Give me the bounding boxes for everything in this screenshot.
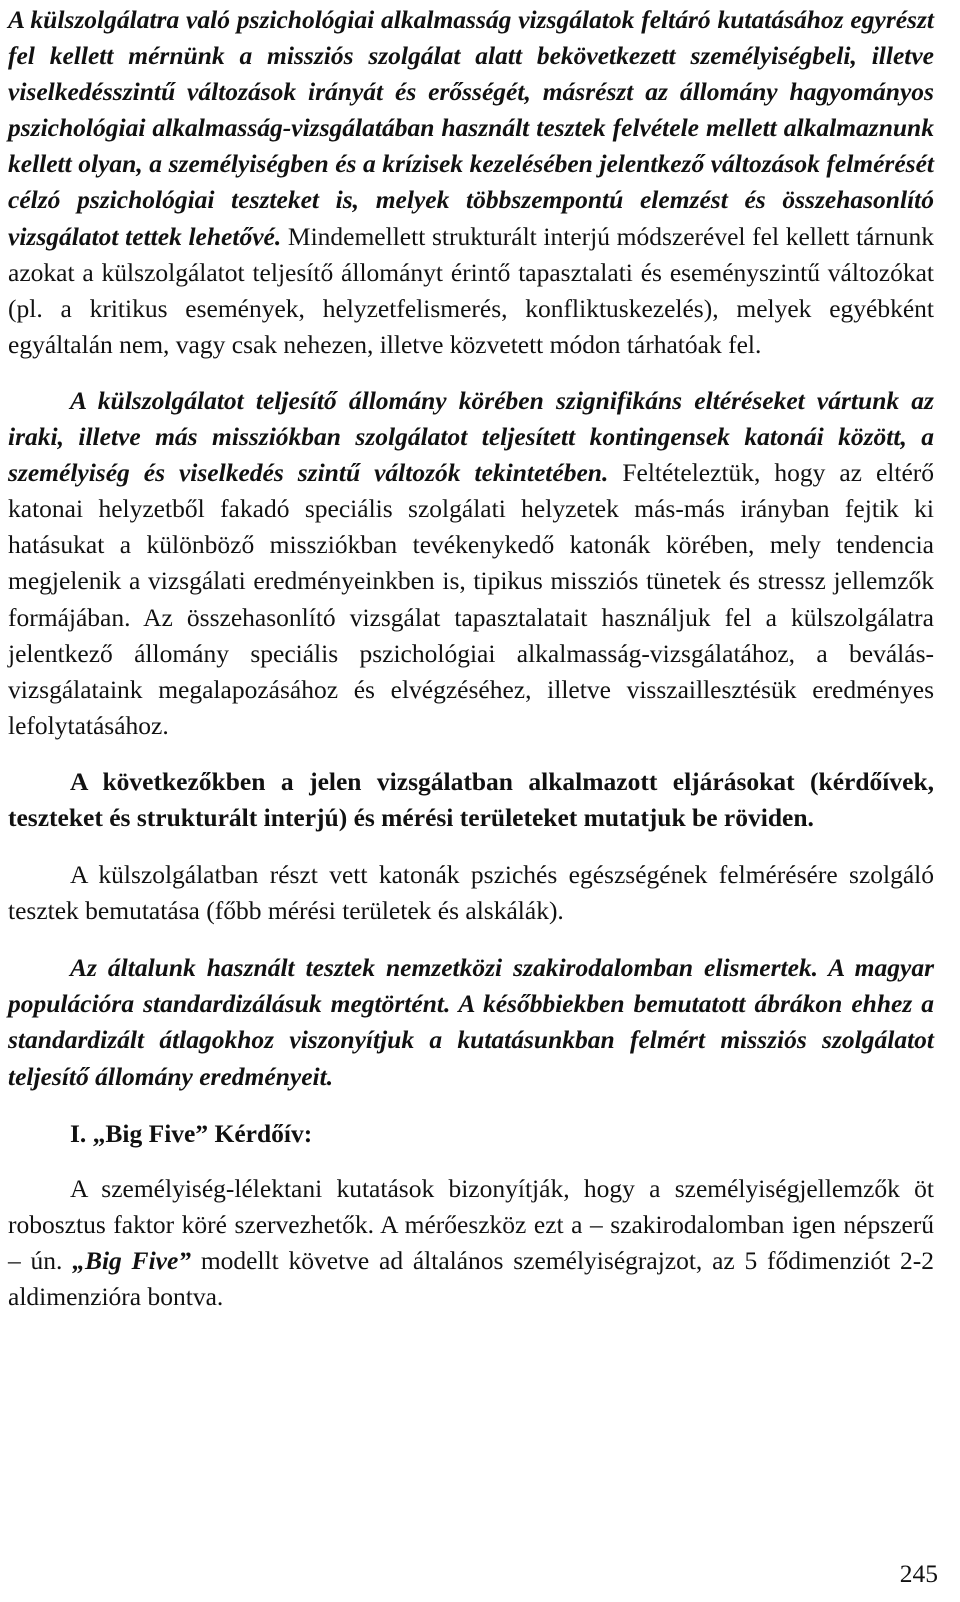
section-heading: I. „Big Five” Kérdőív: xyxy=(70,1118,313,1148)
paragraph-1-text: Mindemellett strukturált interjú módszerével fel kellett tárnunk azokat a külszolgálatot teljesítő állományt érintő tapasztalati és eseményszintű változókat (pl. a kritikus események, helyzetfelismerés, konfliktuskezelés), melyek egyébként egyáltalán nem, vagy csak nehezen, illetve közvetett módon tárhatóak fel. xyxy=(8,221,934,359)
paragraph-5-italic: Az általunk használt tesztek nemzetközi szakirodalomban elismertek. A magyar populációra standardizálásuk megtörtént. A későbbiekben bemutatott ábrákon ehhez a standardizált átlagokhoz viszonyítjuk a kutatásunkban felmért missziós szolgálatot teljesítő állomány eredményeit. xyxy=(8,953,934,1091)
paragraph-2 xyxy=(8,383,934,744)
paragraph-6-text-b: modellt követve ad általános személyiségrajzot, az 5 fődimenziót 2-2 aldimenzióra bontva. xyxy=(8,1245,935,1311)
paragraph-6 xyxy=(8,1171,934,1315)
paragraph-6-text-a: A személyiség-lélektani kutatások bizonyítják, hogy a személyiségjellemzők öt robosztus faktor köré szervezhetők. A mérőeszköz ezt a – szakirodalomban igen népszerű – ún. xyxy=(8,1173,934,1275)
document-page xyxy=(8,0,934,1315)
paragraph-3-bold: A következőkben a jelen vizsgálatban alkalmazott eljárásokat (kérdőívek, teszteket és strukturált interjú) és mérési területeket mutatjuk be röviden. xyxy=(8,766,934,832)
paragraph-2-italic: A külszolgálatot teljesítő állomány körében szignifikáns eltéréseket vártunk az iraki, illetve más missziókban szolgálatot teljesített kontingensek katonái között, a személyiség és viselkedés szintű változók tekintetében. xyxy=(8,385,934,488)
paragraph-1 xyxy=(8,0,934,363)
paragraph-1-italic: A külszolgálatra való pszichológiai alkalmasság vizsgálatok feltáró kutatásához egyrészt fel kellett mérnünk a missziós szolgálat alatt bekövetkezett személyiségbeli, illetve viselkedésszintű változások irányát és erősségét, másrészt az állomány hagyományos pszichológiai alkalmasság-vizsgálatában használt tesztek felvétele mellett alkalmaznunk kellett olyan, a személyiségben és a krízisek kezelésében jelentkező változások felmérését célzó pszichológiai teszteket is, melyek többszempontú elemzést és összehasonlító vizsgálatot tettek lehetővé. xyxy=(8,5,934,251)
paragraph-4: A külszolgálatban részt vett katonák pszichés egészségének felmérésére szolgáló tesztek bemutatása (főbb mérési területek és alskálák). xyxy=(8,860,934,926)
paragraph-2-text: Feltételeztük, hogy az eltérő katonai helyzetből fakadó speciális szolgálati helyzetek más-más irányban fejtik ki hatásukat a különböző missziókban tevékenykedő katonák körében, mely tendencia megjelenik a vizsgálati eredményeinkben is, tipikus missziós tünetek és stressz jellemzők formájában. Az összehasonlító vizsgálat tapasztalatait használjuk fel a külszolgálatra jelentkező állomány speciális pszichológiai alkalmasság-vizsgálatához, a beválás-vizsgálataink megalapozásához és elvégzéséhez, illetve visszaillesztésük eredményes lefolytatásához. xyxy=(8,458,934,740)
big-five-term: „Big Five” xyxy=(72,1245,192,1275)
page-number: 245 xyxy=(899,1559,938,1588)
